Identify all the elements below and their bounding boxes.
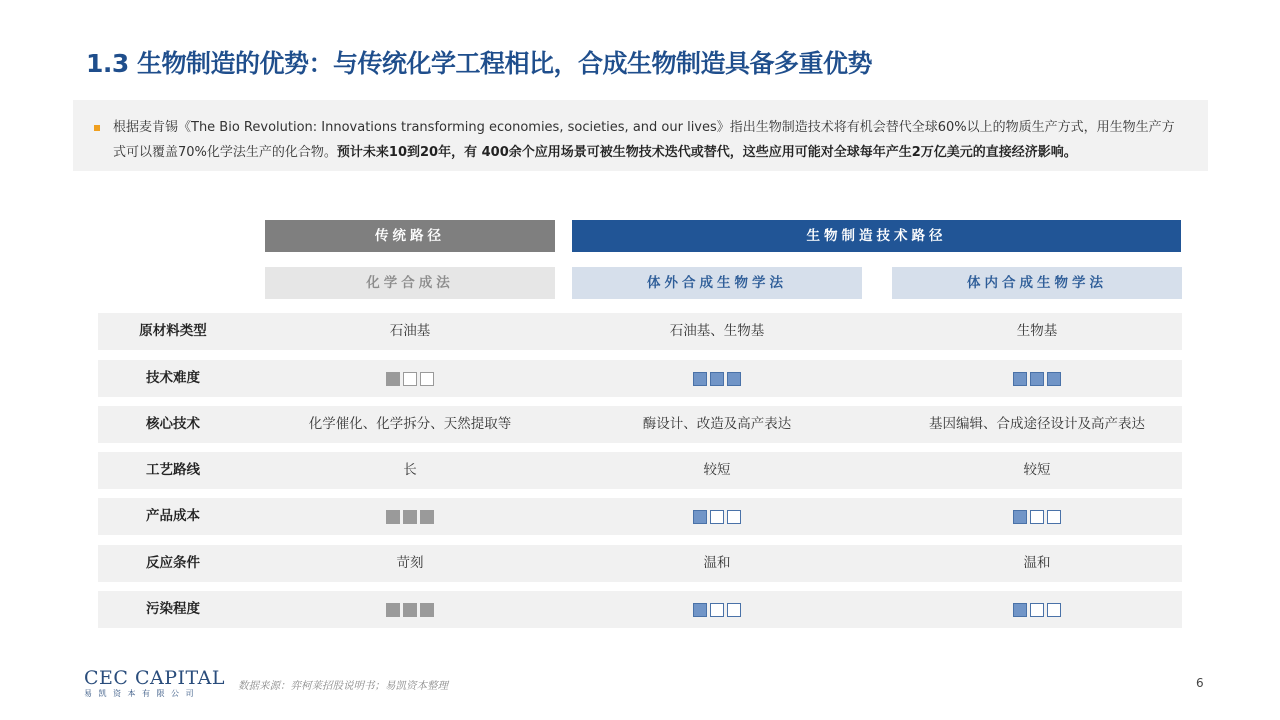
level-square-filled-icon bbox=[386, 510, 400, 524]
table-cell: 石油基 bbox=[389, 323, 431, 339]
table-cell bbox=[892, 360, 1182, 397]
table-cell: 温和 bbox=[703, 555, 731, 571]
level-square-empty-icon bbox=[403, 372, 417, 386]
table-cell: 生物基 bbox=[1016, 323, 1058, 339]
table-row bbox=[98, 498, 1182, 535]
level-square-filled-icon bbox=[403, 510, 417, 524]
level-square-filled-icon bbox=[403, 603, 417, 617]
table-cell: 长 bbox=[403, 462, 417, 478]
table-cell bbox=[892, 498, 1182, 535]
level-indicator bbox=[265, 591, 555, 628]
level-square-empty-icon bbox=[727, 510, 741, 524]
table-cell bbox=[265, 498, 555, 535]
table-row bbox=[98, 452, 1182, 489]
table-row bbox=[98, 591, 1182, 628]
table-cell bbox=[572, 591, 862, 628]
level-indicator bbox=[265, 360, 555, 397]
row-label: 核心技术 bbox=[146, 416, 200, 432]
summary-text bbox=[113, 115, 1178, 165]
level-indicator bbox=[572, 360, 862, 397]
header-bio: 生物制造技术路径 bbox=[572, 220, 1181, 252]
level-square-filled-icon bbox=[1013, 372, 1027, 386]
level-square-filled-icon bbox=[1030, 372, 1044, 386]
level-square-filled-icon bbox=[420, 510, 434, 524]
level-square-filled-icon bbox=[1013, 510, 1027, 524]
summary-plain: 根据麦肯锡《The Bio Revolution: Innovations transforming economies, societies, and our lives》指出生物制造技术将有机会替代全球60%以上的物质生产方式，用生物生产方式可以覆盖70%化学法生产的化合物。 bbox=[113, 120, 1175, 160]
table-cell: 较短 bbox=[1023, 462, 1051, 478]
logo-sub-text: 易凯资本有限公司 bbox=[84, 689, 200, 698]
level-square-empty-icon bbox=[710, 510, 724, 524]
level-square-filled-icon bbox=[1047, 372, 1061, 386]
level-square-filled-icon bbox=[386, 603, 400, 617]
page-title: 1.3 生物制造的优势：与传统化学工程相比，合成生物制造具备多重优势 bbox=[86, 49, 872, 78]
table-cell bbox=[265, 591, 555, 628]
table-row bbox=[98, 360, 1182, 397]
table-cell bbox=[892, 591, 1182, 628]
table-row bbox=[98, 313, 1182, 350]
row-label: 污染程度 bbox=[146, 601, 200, 617]
level-square-empty-icon bbox=[1047, 510, 1061, 524]
level-square-empty-icon bbox=[710, 603, 724, 617]
row-label: 原材料类型 bbox=[139, 323, 207, 339]
level-indicator bbox=[892, 498, 1182, 535]
row-label: 反应条件 bbox=[146, 555, 200, 571]
level-square-filled-icon bbox=[693, 372, 707, 386]
table-cell: 较短 bbox=[703, 462, 731, 478]
level-square-filled-icon bbox=[386, 372, 400, 386]
level-square-empty-icon bbox=[420, 372, 434, 386]
level-square-filled-icon bbox=[420, 603, 434, 617]
table-cell: 化学催化、化学拆分、天然提取等 bbox=[308, 416, 512, 432]
table-row bbox=[98, 545, 1182, 582]
page-number: 6 bbox=[1196, 676, 1204, 690]
table-cell bbox=[572, 360, 862, 397]
header-in-vivo: 体内合成生物学法 bbox=[892, 267, 1182, 299]
level-square-empty-icon bbox=[1030, 510, 1044, 524]
level-square-filled-icon bbox=[693, 510, 707, 524]
row-label: 工艺路线 bbox=[146, 462, 200, 478]
table-cell: 基因编辑、合成途径设计及高产表达 bbox=[929, 416, 1145, 432]
table-cell: 酶设计、改造及高产表达 bbox=[642, 416, 792, 432]
row-label: 产品成本 bbox=[146, 508, 200, 524]
table-cell bbox=[265, 360, 555, 397]
table-row bbox=[98, 406, 1182, 443]
level-square-filled-icon bbox=[710, 372, 724, 386]
logo-main-text: CEC CAPITAL bbox=[84, 667, 226, 689]
table-cell bbox=[572, 498, 862, 535]
header-chemical: 化学合成法 bbox=[265, 267, 555, 299]
level-indicator bbox=[265, 498, 555, 535]
level-square-empty-icon bbox=[1030, 603, 1044, 617]
level-square-filled-icon bbox=[1013, 603, 1027, 617]
level-square-filled-icon bbox=[693, 603, 707, 617]
level-indicator bbox=[572, 591, 862, 628]
table-cell: 苛刻 bbox=[396, 555, 424, 571]
level-square-empty-icon bbox=[727, 603, 741, 617]
table-cell: 温和 bbox=[1023, 555, 1051, 571]
level-indicator bbox=[892, 360, 1182, 397]
level-indicator bbox=[892, 591, 1182, 628]
level-square-filled-icon bbox=[727, 372, 741, 386]
company-logo bbox=[84, 667, 225, 699]
level-square-empty-icon bbox=[1047, 603, 1061, 617]
header-in-vitro: 体外合成生物学法 bbox=[572, 267, 862, 299]
summary-box bbox=[73, 100, 1208, 171]
header-traditional: 传统路径 bbox=[265, 220, 555, 252]
bullet-icon bbox=[94, 125, 100, 131]
summary-bold: 预计未来10到20年，有 400余个应用场景可被生物技术迭代或替代，这些应用可能对全球每年产生2万亿美元的直接经济影响。 bbox=[336, 145, 1077, 160]
level-indicator bbox=[572, 498, 862, 535]
row-label: 技术难度 bbox=[146, 370, 200, 386]
data-source-note: 数据来源：弈柯莱招股说明书；易凯资本整理 bbox=[238, 680, 448, 692]
table-cell: 石油基、生物基 bbox=[669, 323, 765, 339]
